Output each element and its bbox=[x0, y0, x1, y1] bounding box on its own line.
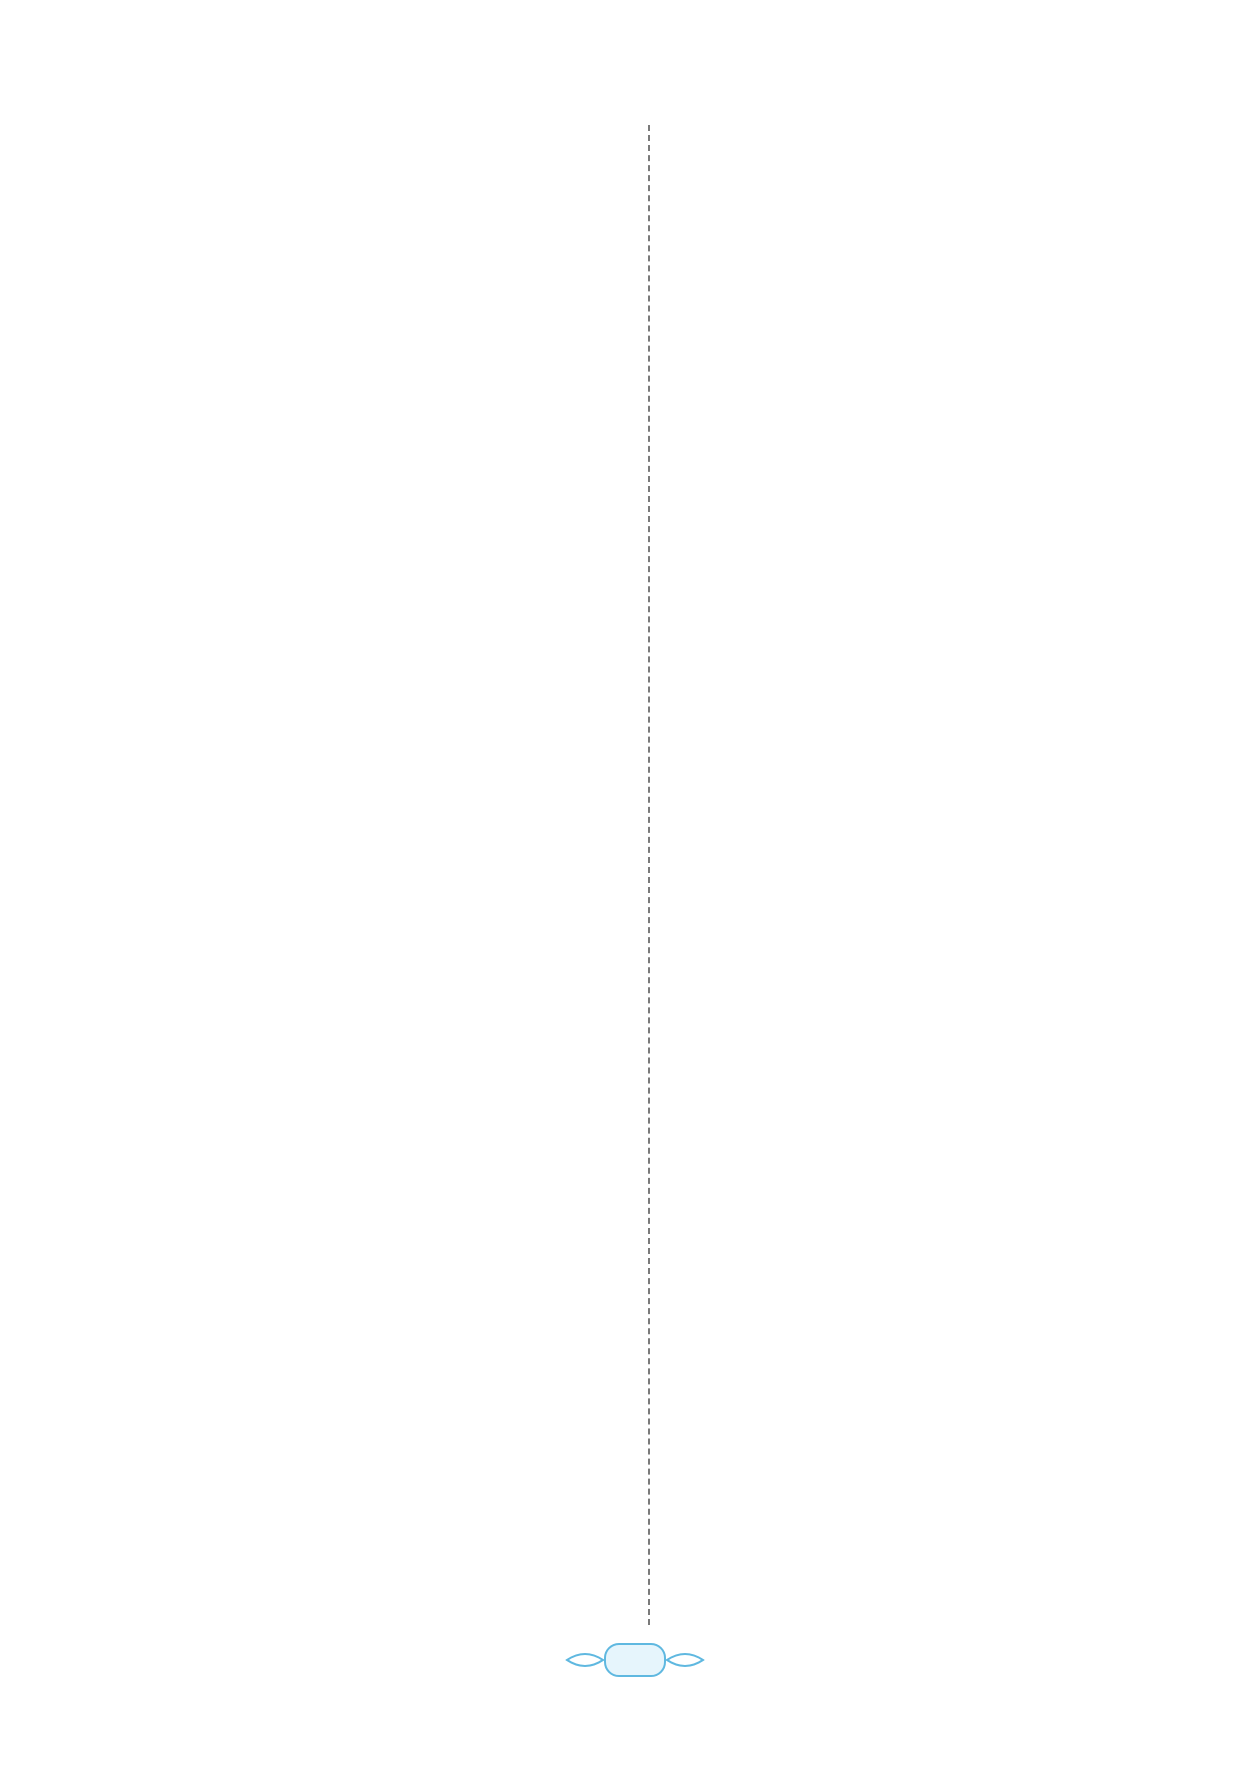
page-number-badge bbox=[565, 1640, 705, 1680]
column-divider bbox=[648, 125, 650, 1625]
page-number bbox=[605, 1642, 665, 1676]
